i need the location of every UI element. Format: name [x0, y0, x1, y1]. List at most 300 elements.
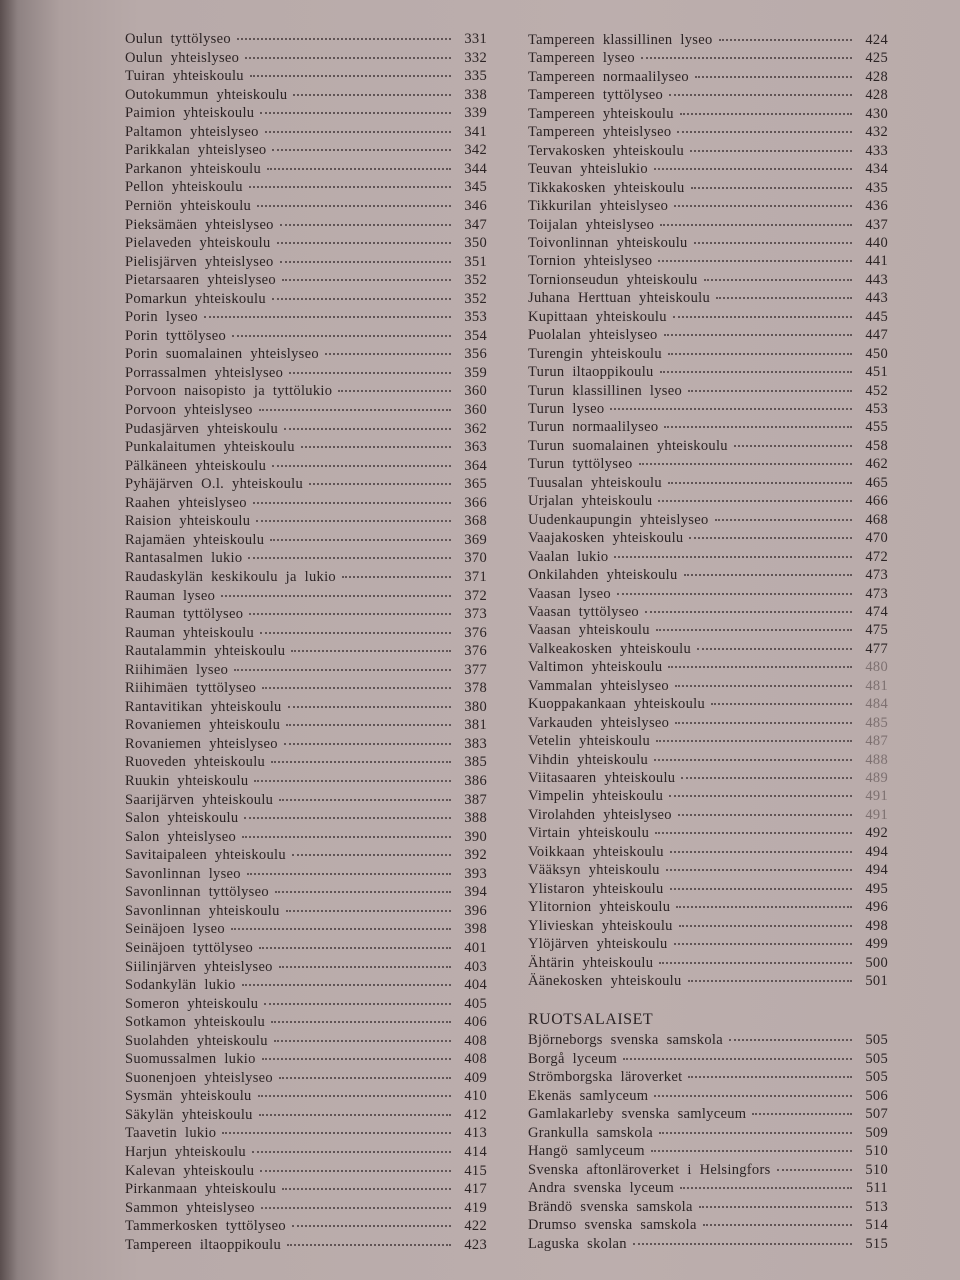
- dot-leader: [670, 888, 852, 890]
- entry-name: Pomarkun yhteiskoulu: [125, 290, 266, 307]
- entry-name: Rovaniemen yhteislyseo: [125, 735, 278, 752]
- entry-name: Rauman yhteiskoulu: [125, 624, 255, 641]
- entry-page-number: 406: [464, 1014, 487, 1031]
- entry-name: Tikkakosken yhteiskoulu: [528, 179, 685, 196]
- entry-page-number: 489: [865, 770, 888, 786]
- entry-name: Harjun yhteiskoulu: [125, 1144, 246, 1160]
- dot-leader: [284, 428, 451, 430]
- entry-name: Parikkalan yhteislyseo: [125, 142, 267, 159]
- index-entry: [528, 715, 888, 733]
- index-entry: [125, 921, 487, 939]
- entry-name: Vammalan yhteislyseo: [528, 677, 669, 694]
- entry-name: Pieksämäen yhteislyseo: [125, 216, 274, 233]
- entry-page-number: 492: [865, 825, 888, 842]
- entry-name: Parkanon yhteiskoulu: [125, 160, 262, 177]
- dot-leader: [668, 353, 852, 355]
- dot-leader: [272, 465, 451, 467]
- index-entry: [528, 1236, 888, 1254]
- entry-page-number: 511: [865, 1180, 888, 1196]
- entry-name: Pudasjärven yhteiskoulu: [125, 420, 279, 437]
- index-entry: [125, 1218, 487, 1236]
- entry-page-number: 436: [865, 198, 888, 215]
- entry-name: Rovaniemen yhteiskoulu: [125, 717, 281, 734]
- entry-name: Pyhäjärven O.l. yhteiskoulu: [125, 476, 303, 493]
- entry-page-number: 510: [865, 1143, 888, 1159]
- entry-page-number: 341: [464, 123, 487, 140]
- dot-leader: [338, 390, 451, 392]
- index-entry: [528, 752, 888, 770]
- index-entry: [125, 439, 487, 457]
- entry-page-number: 419: [464, 1199, 487, 1216]
- index-entry: [125, 996, 487, 1014]
- index-entry: [125, 402, 487, 420]
- index-entry: [125, 792, 487, 810]
- index-entry: [125, 87, 487, 105]
- index-entry: [528, 419, 888, 437]
- index-entry: [125, 1181, 487, 1199]
- entry-page-number: 359: [464, 364, 487, 381]
- entry-page-number: 363: [464, 439, 487, 456]
- entry-name: Ylistaron yhteiskoulu: [528, 880, 664, 897]
- index-entry: [528, 549, 888, 567]
- dot-leader: [645, 611, 852, 613]
- entry-name: Porvoon naisopisto ja tyttölukio: [125, 383, 333, 400]
- entry-page-number: 352: [464, 290, 487, 307]
- entry-name: Tampereen lyseo: [528, 50, 635, 67]
- index-entry: [125, 959, 487, 977]
- index-entry: [528, 1143, 888, 1161]
- index-entry: [125, 365, 487, 383]
- entry-name: Raision yhteiskoulu: [125, 513, 251, 530]
- dot-leader: [259, 409, 451, 411]
- index-entry: [125, 272, 487, 290]
- index-entry: [528, 678, 888, 696]
- dot-leader: [674, 943, 852, 945]
- index-entry: [125, 662, 487, 680]
- entry-name: Teuvan yhteislukio: [528, 161, 648, 178]
- index-entry: [125, 198, 487, 216]
- entry-name: Pirkanmaan yhteiskoulu: [125, 1181, 277, 1198]
- entry-name: Strömborgska läroverket: [528, 1069, 683, 1085]
- dot-leader: [691, 187, 852, 189]
- index-entry: [125, 161, 487, 179]
- index-entry: [528, 1162, 888, 1180]
- index-entry: [528, 198, 888, 216]
- entry-page-number: 368: [464, 513, 487, 530]
- entry-page-number: 510: [865, 1161, 888, 1178]
- dot-leader: [289, 372, 451, 374]
- entry-page-number: 480: [865, 659, 888, 676]
- index-entry: [125, 847, 487, 865]
- entry-name: Porin suomalainen yhteislyseo: [125, 346, 319, 363]
- entry-name: Tervakosken yhteiskoulu: [528, 142, 685, 159]
- entry-name: Tampereen iltaoppikoulu: [125, 1236, 282, 1253]
- entry-page-number: 393: [464, 865, 487, 882]
- entry-name: Seinäjoen tyttölyseo: [125, 939, 253, 956]
- entry-page-number: 372: [464, 587, 487, 604]
- index-entry: [125, 884, 487, 902]
- dot-leader: [272, 298, 451, 300]
- dot-leader: [244, 817, 451, 819]
- entry-page-number: 458: [865, 437, 888, 454]
- dot-leader: [670, 851, 852, 853]
- index-entry: [528, 622, 888, 640]
- entry-name: Turengin yhteiskoulu: [528, 345, 662, 362]
- entry-name: Varkauden yhteislyseo: [528, 714, 670, 731]
- entry-page-number: 408: [464, 1051, 487, 1068]
- dot-leader: [261, 1207, 451, 1209]
- dot-leader: [280, 224, 451, 226]
- index-entry: [528, 327, 888, 345]
- entry-page-number: 376: [464, 643, 487, 660]
- entry-name: Kalevan yhteiskoulu: [125, 1162, 255, 1179]
- entry-name: Äänekosken yhteiskoulu: [528, 972, 682, 989]
- index-entry: [125, 513, 487, 531]
- dot-leader: [680, 113, 852, 115]
- entry-name: Valkeakosken yhteiskoulu: [528, 640, 692, 657]
- dot-leader: [716, 297, 852, 299]
- entry-page-number: 507: [865, 1106, 888, 1122]
- index-entry: [528, 87, 888, 105]
- dot-leader: [675, 722, 852, 724]
- index-entry: [125, 829, 487, 847]
- dot-leader: [284, 743, 451, 745]
- dot-leader: [703, 1224, 852, 1226]
- dot-leader: [277, 242, 451, 244]
- dot-leader: [676, 906, 852, 908]
- section-heading-swedish: RUOTSALAISET: [528, 1011, 654, 1028]
- index-entry: [125, 328, 487, 346]
- dot-leader: [699, 1206, 852, 1208]
- entry-page-number: 485: [865, 714, 888, 731]
- entry-page-number: 494: [865, 862, 888, 879]
- entry-page-number: 410: [464, 1088, 487, 1105]
- index-entry: [528, 456, 888, 474]
- dot-leader: [673, 316, 852, 318]
- index-entry: [528, 272, 888, 290]
- entry-name: Vihdin yhteiskoulu: [528, 751, 649, 768]
- entry-name: Savonlinnan lyseo: [125, 865, 241, 882]
- index-entry: [528, 1180, 888, 1198]
- index-entry: [125, 532, 487, 550]
- entry-page-number: 440: [865, 234, 888, 251]
- dot-leader: [617, 593, 852, 595]
- entry-page-number: 405: [464, 995, 487, 1012]
- dot-leader: [262, 1058, 451, 1060]
- entry-name: Puolalan yhteislyseo: [528, 327, 658, 344]
- entry-name: Voikkaan yhteiskoulu: [528, 843, 664, 860]
- entry-name: Virolahden yhteislyseo: [528, 806, 672, 823]
- dot-leader: [259, 1114, 451, 1116]
- index-entry: [125, 142, 487, 160]
- entry-page-number: 430: [865, 105, 888, 122]
- entry-page-number: 488: [865, 751, 888, 768]
- index-entry: [125, 31, 487, 49]
- entry-page-number: 347: [464, 216, 487, 233]
- dot-leader: [623, 1058, 852, 1060]
- index-entry: [528, 567, 888, 585]
- dot-leader: [292, 854, 451, 856]
- entry-name: Viitasaaren yhteiskoulu: [528, 770, 676, 786]
- entry-name: Porin lyseo: [125, 309, 198, 326]
- entry-name: Sotkamon yhteiskoulu: [125, 1014, 266, 1031]
- entry-page-number: 404: [464, 977, 487, 994]
- entry-page-number: 506: [865, 1087, 888, 1104]
- entry-name: Savonlinnan yhteiskoulu: [125, 902, 280, 919]
- index-entry: [528, 309, 888, 327]
- index-entry: [125, 569, 487, 587]
- entry-page-number: 380: [464, 698, 487, 715]
- index-entry: [528, 50, 888, 68]
- entry-name: Oulun tyttölyseo: [125, 31, 231, 47]
- index-entry: [125, 903, 487, 921]
- entry-page-number: 392: [464, 847, 487, 864]
- dot-leader: [734, 445, 852, 447]
- dot-leader: [684, 574, 852, 576]
- dot-leader: [274, 1040, 451, 1042]
- entry-page-number: 452: [865, 382, 888, 399]
- entry-name: Tammerkosken tyttölyseo: [125, 1218, 286, 1235]
- dot-leader: [651, 1150, 852, 1152]
- index-entry: [528, 844, 888, 862]
- index-entry: [528, 1106, 888, 1124]
- entry-page-number: 408: [464, 1032, 487, 1049]
- index-entry: [528, 1125, 888, 1143]
- dot-leader: [258, 1095, 451, 1097]
- index-entry: [125, 699, 487, 717]
- entry-name: Tampereen yhteislyseo: [528, 124, 672, 141]
- entry-page-number: 390: [464, 828, 487, 845]
- index-entry: [125, 550, 487, 568]
- index-entry: [528, 899, 888, 917]
- dot-leader: [656, 740, 852, 742]
- entry-page-number: 513: [865, 1198, 888, 1215]
- index-entry: [528, 659, 888, 677]
- entry-name: Porin tyttölyseo: [125, 327, 227, 344]
- entry-page-number: 496: [865, 899, 888, 916]
- entry-page-number: 356: [464, 346, 487, 363]
- dot-leader: [288, 706, 451, 708]
- dot-leader: [681, 777, 852, 779]
- dot-leader: [688, 980, 852, 982]
- entry-page-number: 345: [464, 179, 487, 196]
- index-entry: [125, 1088, 487, 1106]
- dot-leader: [221, 595, 451, 597]
- dot-leader: [675, 685, 852, 687]
- index-entry: [125, 179, 487, 197]
- entry-page-number: 383: [464, 735, 487, 752]
- entry-page-number: 509: [865, 1124, 888, 1141]
- entry-page-number: 435: [865, 179, 888, 196]
- dot-leader: [272, 149, 451, 151]
- entry-name: Tornionseudun yhteiskoulu: [528, 271, 698, 288]
- entry-page-number: 455: [865, 419, 888, 436]
- entry-name: Uudenkaupungin yhteislyseo: [528, 511, 709, 528]
- dot-leader: [688, 1076, 852, 1078]
- entry-name: Turun iltaoppikoulu: [528, 364, 654, 381]
- dot-leader: [664, 334, 852, 336]
- entry-name: Paimion yhteiskoulu: [125, 105, 255, 122]
- entry-page-number: 473: [865, 567, 888, 584]
- entry-name: Sodankylän lukio: [125, 977, 236, 994]
- dot-leader: [641, 57, 852, 59]
- entry-name: Tikkurilan yhteislyseo: [528, 198, 669, 215]
- index-entry: [528, 106, 888, 124]
- dot-leader: [279, 1077, 451, 1079]
- entry-page-number: 401: [464, 939, 487, 956]
- dot-leader: [249, 613, 451, 615]
- dot-leader: [248, 557, 451, 559]
- entry-name: Saarijärven yhteiskoulu: [125, 791, 274, 808]
- entry-name: Gamlakarleby svenska samlyceum: [528, 1106, 747, 1122]
- index-entry: [528, 973, 888, 991]
- entry-name: Ruukin yhteiskoulu: [125, 773, 249, 789]
- index-entry: [528, 862, 888, 880]
- index-entry: [125, 1107, 487, 1125]
- entry-name: Ähtärin yhteiskoulu: [528, 954, 654, 971]
- entry-page-number: 453: [865, 401, 888, 417]
- dot-leader: [270, 539, 451, 541]
- dot-leader: [279, 966, 451, 968]
- entry-page-number: 491: [865, 788, 888, 805]
- entry-page-number: 424: [865, 32, 888, 48]
- entry-page-number: 514: [865, 1217, 888, 1233]
- entry-page-number: 481: [865, 677, 888, 694]
- entry-name: Tampereen yhteiskoulu: [528, 105, 674, 122]
- entry-page-number: 362: [464, 420, 487, 437]
- entry-page-number: 495: [865, 880, 888, 897]
- entry-name: Paltamon yhteislyseo: [125, 123, 259, 140]
- dot-leader: [262, 687, 451, 689]
- entry-page-number: 474: [865, 603, 888, 620]
- dot-leader: [719, 39, 852, 41]
- entry-page-number: 403: [464, 958, 487, 975]
- index-entry: [125, 1014, 487, 1032]
- entry-name: Oulun yhteislyseo: [125, 49, 240, 66]
- dot-leader: [610, 408, 852, 410]
- dot-leader: [267, 168, 451, 170]
- dot-leader: [669, 94, 852, 96]
- dot-leader: [250, 75, 451, 77]
- dot-leader: [271, 1021, 451, 1023]
- index-entry: [528, 936, 888, 954]
- entry-page-number: 377: [464, 661, 487, 678]
- entry-page-number: 450: [865, 345, 888, 362]
- dot-leader: [658, 500, 852, 502]
- entry-page-number: 360: [464, 402, 487, 418]
- entry-page-number: 373: [464, 606, 487, 623]
- entry-name: Pielaveden yhteiskoulu: [125, 235, 271, 252]
- entry-page-number: 432: [865, 124, 888, 141]
- entry-name: Vaasan lyseo: [528, 585, 611, 602]
- index-entry: [528, 881, 888, 899]
- index-entry: [528, 217, 888, 235]
- entry-name: Riihimäen tyttölyseo: [125, 680, 257, 697]
- entry-page-number: 437: [865, 216, 888, 233]
- entry-name: Perniön yhteiskoulu: [125, 197, 252, 214]
- dot-leader: [669, 795, 852, 797]
- index-entry: [125, 625, 487, 643]
- index-entry: [125, 866, 487, 884]
- entry-page-number: 412: [464, 1106, 487, 1123]
- entry-name: Ylivieskan yhteiskoulu: [528, 917, 673, 934]
- entry-page-number: 398: [464, 921, 487, 938]
- index-entry: [528, 1088, 888, 1106]
- entry-page-number: 386: [464, 773, 487, 789]
- entry-name: Vaasan yhteiskoulu: [528, 622, 650, 639]
- entry-page-number: 451: [865, 364, 888, 381]
- entry-name: Tampereen tyttölyseo: [528, 87, 664, 104]
- dot-leader: [729, 1039, 852, 1041]
- entry-page-number: 414: [464, 1144, 487, 1160]
- dot-leader: [257, 205, 451, 207]
- dot-leader: [252, 1151, 451, 1153]
- entry-name: Rautalammin yhteiskoulu: [125, 643, 286, 660]
- index-entry: [528, 807, 888, 825]
- entry-page-number: 505: [865, 1032, 888, 1048]
- entry-name: Turun normaalilyseo: [528, 419, 659, 436]
- entry-name: Punkalaitumen yhteiskoulu: [125, 439, 295, 456]
- entry-name: Rantavitikan yhteiskoulu: [125, 698, 282, 715]
- entry-page-number: 387: [464, 791, 487, 808]
- dot-leader: [249, 186, 451, 188]
- dot-leader: [260, 1170, 451, 1172]
- index-entry: [125, 105, 487, 123]
- dot-leader: [639, 463, 852, 465]
- entry-name: Grankulla samskola: [528, 1124, 653, 1141]
- index-entry: [528, 1051, 888, 1069]
- entry-name: Turun klassillinen lyseo: [528, 382, 683, 399]
- dot-leader: [204, 316, 451, 318]
- entry-name: Andra svenska lyceum: [528, 1180, 675, 1196]
- entry-page-number: 475: [865, 622, 888, 639]
- entry-page-number: 473: [865, 585, 888, 602]
- entry-page-number: 477: [865, 640, 888, 657]
- entry-page-number: 335: [464, 68, 487, 85]
- entry-page-number: 441: [865, 253, 888, 270]
- entry-page-number: 417: [464, 1181, 487, 1198]
- index-entry: [125, 495, 487, 513]
- index-entry: [125, 217, 487, 235]
- dot-leader: [247, 873, 451, 875]
- entry-name: Porrassalmen yhteislyseo: [125, 364, 284, 381]
- entry-page-number: 332: [464, 49, 487, 66]
- index-entry: [528, 604, 888, 622]
- entry-name: Valtimon yhteiskoulu: [528, 659, 663, 676]
- entry-name: Vääksyn yhteiskoulu: [528, 862, 660, 879]
- index-entry: [125, 476, 487, 494]
- entry-name: Turun suomalainen yhteiskoulu: [528, 437, 728, 454]
- entry-name: Ylöjärven yhteiskoulu: [528, 936, 668, 953]
- entry-page-number: 354: [464, 327, 487, 344]
- entry-page-number: 409: [464, 1069, 487, 1086]
- entry-name: Rauman tyttölyseo: [125, 606, 244, 623]
- entry-name: Rajamäen yhteiskoulu: [125, 531, 265, 548]
- dot-leader: [694, 242, 852, 244]
- entry-name: Vaalan lukio: [528, 548, 609, 565]
- dot-leader: [666, 869, 852, 871]
- dot-leader: [614, 556, 852, 558]
- entry-page-number: 491: [865, 806, 888, 823]
- dot-leader: [242, 984, 451, 986]
- index-entry: [125, 588, 487, 606]
- dot-leader: [325, 353, 451, 355]
- entry-page-number: 369: [464, 531, 487, 548]
- entry-name: Toijalan yhteislyseo: [528, 216, 655, 233]
- index-entry: [125, 254, 487, 272]
- index-entry: [528, 475, 888, 493]
- dot-leader: [291, 650, 451, 652]
